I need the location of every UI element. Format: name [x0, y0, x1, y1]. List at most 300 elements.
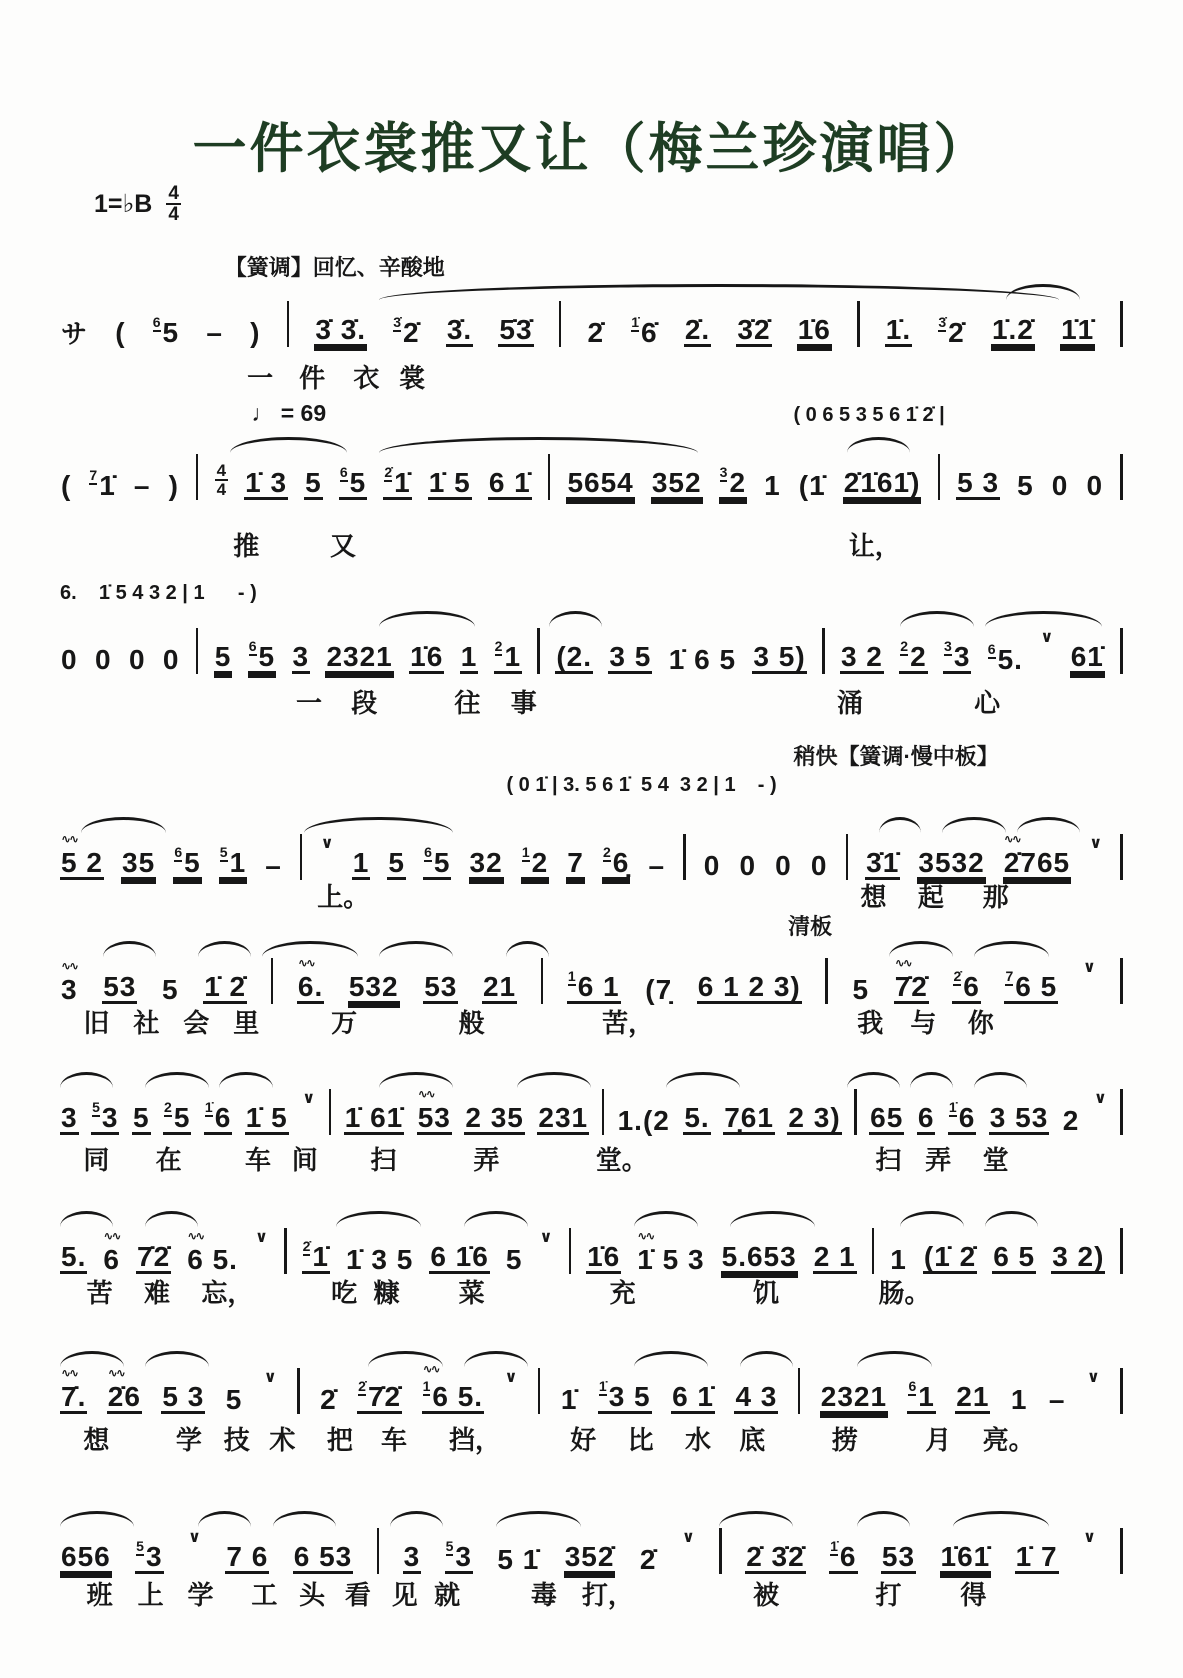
- slur-arc: [1017, 817, 1081, 833]
- lyric-word: 见: [391, 1580, 418, 1610]
- grace-note: 2: [494, 638, 503, 654]
- breath-mark: ∨: [187, 1529, 201, 1546]
- lyric-word: 里: [233, 1008, 260, 1038]
- slur-arc: [549, 611, 602, 627]
- note-token: 231: [538, 1102, 589, 1133]
- notes-row: [60, 1222, 1123, 1274]
- lyric-word: 一: [295, 688, 322, 718]
- note-token: ∿∿ 7̇.: [60, 1383, 87, 1414]
- lyric-word: 打，: [581, 1580, 634, 1610]
- slur-arc: [985, 611, 1102, 627]
- barline: [602, 1089, 605, 1135]
- slur-arc: [942, 817, 1006, 833]
- grace-note: 6: [424, 844, 432, 860]
- note-token: 2̇: [639, 1544, 657, 1575]
- slur-arc: [740, 1351, 793, 1367]
- grace-note: 5: [445, 1538, 454, 1554]
- lyric-word: 学: [187, 1580, 214, 1610]
- score-line-9: [60, 1522, 1123, 1610]
- note-token: 4 3: [735, 1381, 778, 1412]
- barline: [1120, 1228, 1123, 1274]
- note-token: 0: [703, 850, 721, 881]
- note-token: $^6$5.: [987, 641, 1023, 675]
- note-token: 6 5: [993, 1241, 1036, 1272]
- lyric-word: 起: [917, 882, 944, 912]
- slur-arc: [974, 1072, 1027, 1088]
- note-token: (2.: [556, 641, 593, 672]
- note-token: 1̇ 3 5: [346, 1244, 414, 1275]
- barline: [569, 1228, 572, 1274]
- barline: [857, 301, 860, 347]
- breath-mark: ∨: [263, 1369, 277, 1386]
- slur-arc: [464, 1211, 528, 1227]
- slur-arc: [496, 1511, 581, 1527]
- lyric-word: 涌: [837, 688, 864, 718]
- lyric-word: 同: [83, 1145, 110, 1175]
- time-signature: [215, 462, 228, 498]
- lyric-word: 社: [133, 1008, 160, 1038]
- note-token: 0: [162, 644, 180, 675]
- barline: [683, 834, 686, 880]
- note-token: 1̇ 2̇: [204, 971, 247, 1002]
- lyric-word: 难: [143, 1278, 170, 1308]
- slur-arc: [879, 817, 922, 833]
- note-token: 3̇.: [446, 314, 473, 345]
- lyric-word: 你: [967, 1008, 994, 1038]
- note-token: 6 1̇6: [430, 1241, 489, 1272]
- barline: [329, 1089, 332, 1135]
- key-signature: [94, 184, 181, 224]
- note-token: 1: [460, 641, 478, 672]
- barline: [548, 454, 551, 500]
- slur-arc: [719, 1511, 793, 1527]
- note-token: ∿∿ 3: [60, 976, 79, 1004]
- breath-mark: ∨: [1082, 959, 1096, 976]
- slur-arc: [847, 437, 911, 453]
- note-token: ∿∿ 5 2: [60, 849, 104, 880]
- note-token: 1̇: [560, 1384, 578, 1415]
- note-token: 5 3: [957, 467, 1000, 498]
- lyrics-row: [60, 1420, 1123, 1455]
- slur-arc: [81, 817, 166, 833]
- annotation: ♩ = 69: [251, 400, 327, 426]
- grace-note: 3̇: [393, 314, 402, 330]
- lyric-word: 心: [974, 688, 1001, 718]
- note-token: $^5$3: [92, 1099, 119, 1133]
- note-token: 5 1̇: [497, 1544, 540, 1575]
- slur-arc: [900, 1211, 964, 1227]
- note-token: $^2$2: [900, 638, 927, 672]
- lyric-word: 饥: [753, 1278, 780, 1308]
- lyric-word: 水: [685, 1425, 712, 1455]
- grace-note: 5: [92, 1099, 100, 1115]
- score-line-4: [60, 744, 1123, 912]
- lyric-word: 被: [753, 1580, 780, 1610]
- note-token: ∿∿ 53: [417, 1104, 452, 1135]
- lyric-word: 我: [857, 1008, 884, 1038]
- note-token: 2̇: [587, 317, 605, 348]
- slur-arc: [145, 1211, 198, 1227]
- breath-mark: ∨: [1086, 1369, 1100, 1386]
- note-token: $^6$5: [174, 844, 201, 878]
- note-token: 0: [1051, 470, 1069, 501]
- time-signature-digit: 4: [216, 480, 227, 499]
- lyric-word: 忘，: [201, 1278, 254, 1308]
- note-token: 7: [567, 847, 584, 878]
- note-token: 6 1̇: [488, 467, 531, 498]
- note-token: $^{2̇}$1̇: [384, 464, 411, 498]
- grace-note: 6: [174, 844, 183, 860]
- slur-arc: [857, 1511, 910, 1527]
- note-token: 1̇6: [587, 1241, 621, 1272]
- lyric-word: 亮。: [982, 1425, 1035, 1455]
- lyric-word: 在: [155, 1145, 182, 1175]
- annotation: ( 0 1̇ | 3. 5 6 1̇ 5 4 3 2 | 1 - ): [506, 774, 777, 796]
- note-token: 2 3): [788, 1102, 841, 1133]
- slur-arc: [666, 1072, 740, 1088]
- slur-arc: [103, 941, 156, 957]
- slur-arc: [60, 1511, 134, 1527]
- lyrics-row: [60, 1273, 1123, 1308]
- note-token: $^2$6̣: [602, 844, 630, 878]
- time-signature-digit: 4: [216, 461, 227, 480]
- barline: [798, 1368, 801, 1414]
- note-token: (: [61, 470, 72, 501]
- grace-note: 5: [219, 844, 228, 860]
- note-token: 3 5: [609, 641, 652, 672]
- slur-arc: [1006, 284, 1080, 300]
- lyric-word: 让，: [848, 531, 901, 561]
- slur-arc: [847, 1072, 900, 1088]
- note-token: $^{1̇}$6: [830, 1538, 857, 1572]
- note-token: ∿∿ 6.: [297, 973, 324, 1004]
- note-token: 21: [956, 1381, 990, 1412]
- barline: [377, 1528, 380, 1574]
- slur-arc: [506, 941, 549, 957]
- lyric-word: 吃: [331, 1278, 358, 1308]
- barline: [1120, 958, 1123, 1004]
- lyrics-row: [60, 1575, 1123, 1610]
- lyric-word: 糠: [373, 1278, 400, 1308]
- note-token: $^{1̇}$3 5: [598, 1378, 651, 1412]
- barline: [719, 1528, 722, 1574]
- note-token: 5.: [684, 1102, 710, 1133]
- note-token: $^{1̇}$6: [204, 1099, 232, 1133]
- grace-note: 1̇: [830, 1538, 838, 1554]
- note-token: 1̇ 6 5: [668, 644, 737, 675]
- lyric-word: 毒: [530, 1580, 557, 1610]
- annotation: 6. 1̇ 5 4 3 2 | 1 - ): [60, 582, 257, 604]
- note-token: $^{3̇}$2̇: [938, 314, 965, 348]
- note-token: 0: [739, 850, 757, 881]
- note-token: 352: [651, 467, 702, 498]
- note-token: $^6$5: [424, 844, 451, 878]
- score-line-1: [60, 255, 1123, 393]
- note-token: $^{2̇}$1̇: [302, 1238, 329, 1272]
- note-token: 1̇ 61̇: [344, 1102, 404, 1133]
- note-token: 6: [917, 1102, 935, 1133]
- note-token: 3 5): [753, 641, 806, 672]
- note-token: 2321: [326, 641, 393, 672]
- note-token: 7̣61: [724, 1102, 774, 1133]
- lyric-word: 想: [860, 882, 887, 912]
- lyric-word: 好: [570, 1425, 597, 1455]
- note-token: 2: [1062, 1105, 1080, 1136]
- note-token: $^3$3: [944, 638, 971, 672]
- lyric-word: 把: [326, 1425, 353, 1455]
- slur-arc: [145, 1351, 209, 1367]
- note-token: 3̇1̇: [866, 847, 900, 878]
- lyric-word: 裳: [399, 363, 426, 393]
- note-token: 5 3: [162, 1381, 205, 1412]
- note-token: $^6$5: [152, 314, 180, 348]
- lyric-word: 堂: [982, 1145, 1009, 1175]
- slur-arc: [198, 1511, 251, 1527]
- note-token: 2̇.: [684, 314, 711, 345]
- note-token: 5: [1017, 470, 1034, 501]
- slur-arc: [900, 611, 974, 627]
- note-token: $^6$5: [248, 638, 276, 672]
- slur-arc: [273, 1511, 337, 1527]
- grace-note: 6: [248, 638, 257, 654]
- slur-arc: [857, 1351, 931, 1367]
- lyric-word: 事: [510, 688, 537, 718]
- lyric-word: 菜: [458, 1278, 485, 1308]
- note-token: 3 53: [989, 1102, 1049, 1133]
- grace-note: 3: [944, 638, 952, 654]
- barline: [1120, 834, 1123, 880]
- note-token: 65: [870, 1102, 904, 1133]
- grace-note: 2: [602, 844, 611, 860]
- grace-note: 3̇: [938, 314, 947, 330]
- breath-mark: ∨: [320, 835, 334, 852]
- note-token: 1̇1̇: [1061, 314, 1095, 345]
- slur-arc: [379, 284, 1059, 300]
- grace-note: 3: [719, 464, 728, 480]
- score-line-5: [60, 914, 1123, 1038]
- lyrics-row: [60, 358, 1123, 393]
- lyric-word: 苦，: [602, 1008, 655, 1038]
- notes-row: [60, 622, 1123, 674]
- lyric-word: 苦: [86, 1278, 113, 1308]
- note-token: 1̇.: [885, 314, 912, 345]
- note-token: 53: [103, 971, 137, 1002]
- page-title: 一件衣裳推又让（梅兰珍演唱）: [192, 119, 991, 179]
- barline: [271, 958, 274, 1004]
- barline: [538, 1368, 541, 1414]
- note-token: $^6$5: [339, 464, 367, 498]
- note-token: 5: [388, 847, 405, 878]
- note-token: 1̇ 5: [428, 467, 471, 498]
- note-token: ∿∿ 2̇765: [1003, 849, 1071, 880]
- note-token: 1̇ 5: [245, 1102, 288, 1133]
- notes-row: [60, 1083, 1123, 1135]
- lyric-word: 弄: [473, 1145, 500, 1175]
- lyrics-row: [60, 1140, 1123, 1175]
- barline: [196, 628, 199, 674]
- lyric-word: 比: [627, 1425, 654, 1455]
- lyrics-row: [60, 683, 1123, 718]
- lyric-word: 万: [331, 1008, 358, 1038]
- grace-note: 1̇: [948, 1099, 957, 1115]
- note-token: (1̇: [798, 470, 826, 501]
- note-token: $^7$1̇: [89, 467, 116, 501]
- note-token: 6 53: [293, 1541, 353, 1572]
- breath-mark: ∨: [504, 1369, 518, 1386]
- barline: [825, 958, 828, 1004]
- note-token: $^7$6 5: [1005, 968, 1058, 1002]
- lyric-word: 看: [344, 1580, 371, 1610]
- slur-arc: [390, 1511, 443, 1527]
- note-token: 1: [890, 1244, 907, 1275]
- barline: [300, 834, 303, 880]
- note-token: (1̇ 2̇: [923, 1241, 977, 1272]
- key-text: 1=♭B: [94, 190, 153, 218]
- note-token: 5: [214, 641, 232, 672]
- note-token: ): [168, 470, 179, 501]
- time-signature: [166, 184, 181, 224]
- slur-arc: [889, 941, 953, 957]
- note-token: $^2$5: [164, 1099, 191, 1133]
- slur-arc: [379, 611, 475, 627]
- note-token: $^{1̇}$6: [948, 1099, 976, 1133]
- slur-arc: [910, 1072, 953, 1088]
- barline: [822, 628, 825, 674]
- time-signature-top: 4: [168, 183, 179, 204]
- note-token: 3̇2̇: [737, 314, 771, 345]
- lyric-word: 月: [925, 1425, 952, 1455]
- note-token: $^6$1: [908, 1378, 935, 1412]
- slur-arc: [304, 817, 453, 833]
- lyric-word: 就: [434, 1580, 461, 1610]
- lyric-word: 扫: [370, 1145, 397, 1175]
- lyric-word: 捞: [831, 1425, 858, 1455]
- note-token: 532: [348, 971, 399, 1002]
- note-token: 1: [352, 847, 370, 878]
- lyric-word: 段: [351, 688, 378, 718]
- note-token: (: [115, 317, 126, 348]
- breath-mark: ∨: [1093, 1090, 1107, 1107]
- lyric-word: 技: [223, 1425, 250, 1455]
- slur-arc: [517, 1072, 591, 1088]
- barline: [297, 1368, 300, 1414]
- slur-arc: [974, 941, 1048, 957]
- note-token: 53: [424, 971, 458, 1002]
- breath-mark: ∨: [539, 1229, 553, 1246]
- lyric-word: 衣: [353, 363, 380, 393]
- lyric-word: 与: [910, 1008, 937, 1038]
- lyric-word: 般: [458, 1008, 485, 1038]
- lyrics-row: [60, 877, 1123, 912]
- lyric-word: 头: [299, 1580, 326, 1610]
- lyric-word: 学: [175, 1425, 202, 1455]
- lyric-word: 想: [83, 1425, 110, 1455]
- score-line-6: [60, 1083, 1123, 1175]
- note-token: 5.653: [721, 1241, 797, 1272]
- note-token: 5: [132, 1102, 150, 1133]
- note-token: 2 35: [465, 1102, 524, 1133]
- annotation: 稍快【簧调·慢中板】: [793, 744, 999, 769]
- slur-arc: [198, 941, 251, 957]
- note-token: 352̇: [564, 1541, 615, 1572]
- note-token: –: [265, 850, 282, 881]
- note-token: $^5$3: [136, 1538, 163, 1572]
- barline: [1120, 1368, 1123, 1414]
- note-token: 656: [61, 1541, 111, 1572]
- lyric-word: 一: [247, 363, 274, 393]
- barline: [1120, 454, 1123, 500]
- note-token: 1.(2: [617, 1105, 670, 1136]
- note-token: 2̇: [320, 1384, 337, 1415]
- note-token: 53: [881, 1541, 916, 1572]
- grace-note: 2̇: [384, 464, 393, 480]
- note-token: $^{2̇}$6: [953, 968, 980, 1002]
- slur-arc: [379, 1072, 453, 1088]
- slur-arc: [379, 437, 698, 453]
- note-token: –: [133, 470, 151, 501]
- grace-note: 1̇: [204, 1099, 213, 1115]
- note-token: 61̇: [1070, 641, 1104, 672]
- note-token: 7 6: [226, 1541, 269, 1572]
- note-token: 5: [225, 1384, 243, 1415]
- lyric-word: 间: [291, 1145, 318, 1175]
- grace-note: 7: [1005, 968, 1014, 984]
- note-token: 3 2): [1052, 1241, 1105, 1272]
- note-token: 3 2: [840, 641, 883, 672]
- lyric-word: 推: [233, 531, 260, 561]
- note-token: $^1$6 1: [567, 968, 620, 1002]
- score-line-3: [60, 582, 1123, 718]
- lyrics-row: [60, 1003, 1123, 1038]
- note-token: ): [250, 317, 261, 348]
- note-token: 3: [61, 1102, 78, 1133]
- breath-mark: ∨: [1089, 835, 1103, 852]
- lyric-word: 扫: [875, 1145, 902, 1175]
- slur-arc: [60, 1351, 124, 1367]
- note-token: 2̇ 3̇2̇: [746, 1541, 805, 1572]
- note-token: 0: [61, 644, 78, 675]
- barline: [541, 958, 544, 1004]
- note-token: 6 1̇: [672, 1381, 714, 1412]
- grace-note: 6: [908, 1378, 917, 1394]
- lyric-word: 往: [454, 688, 481, 718]
- breath-mark: ∨: [1083, 1529, 1096, 1546]
- note-token: $^5$3: [445, 1538, 472, 1572]
- barline: [1120, 1089, 1123, 1135]
- lyric-word: 会: [183, 1008, 210, 1038]
- grace-note: 1: [422, 1378, 431, 1394]
- annotation: 【簧调】回忆、辛酸地: [224, 255, 445, 280]
- slur-arc: [730, 1211, 815, 1227]
- slur-arc: [634, 1211, 698, 1227]
- score-line-2: [60, 400, 1123, 561]
- slur-arc: [219, 1072, 272, 1088]
- note-token: 3: [292, 641, 310, 672]
- note-token: 21: [482, 971, 517, 1002]
- note-token: –: [206, 317, 223, 348]
- barline: [872, 1228, 875, 1274]
- score-line-8: [60, 1362, 1123, 1455]
- slur-arc: [145, 1072, 209, 1088]
- note-token: 35: [122, 847, 156, 878]
- grace-note: 6: [152, 314, 161, 330]
- grace-note: 2: [900, 638, 909, 654]
- note-token: 5: [305, 467, 322, 498]
- note-token: 0: [94, 644, 112, 675]
- grace-note: 1̇: [631, 314, 640, 330]
- lyrics-row: [60, 526, 1123, 561]
- grace-note: 2̇: [953, 968, 962, 984]
